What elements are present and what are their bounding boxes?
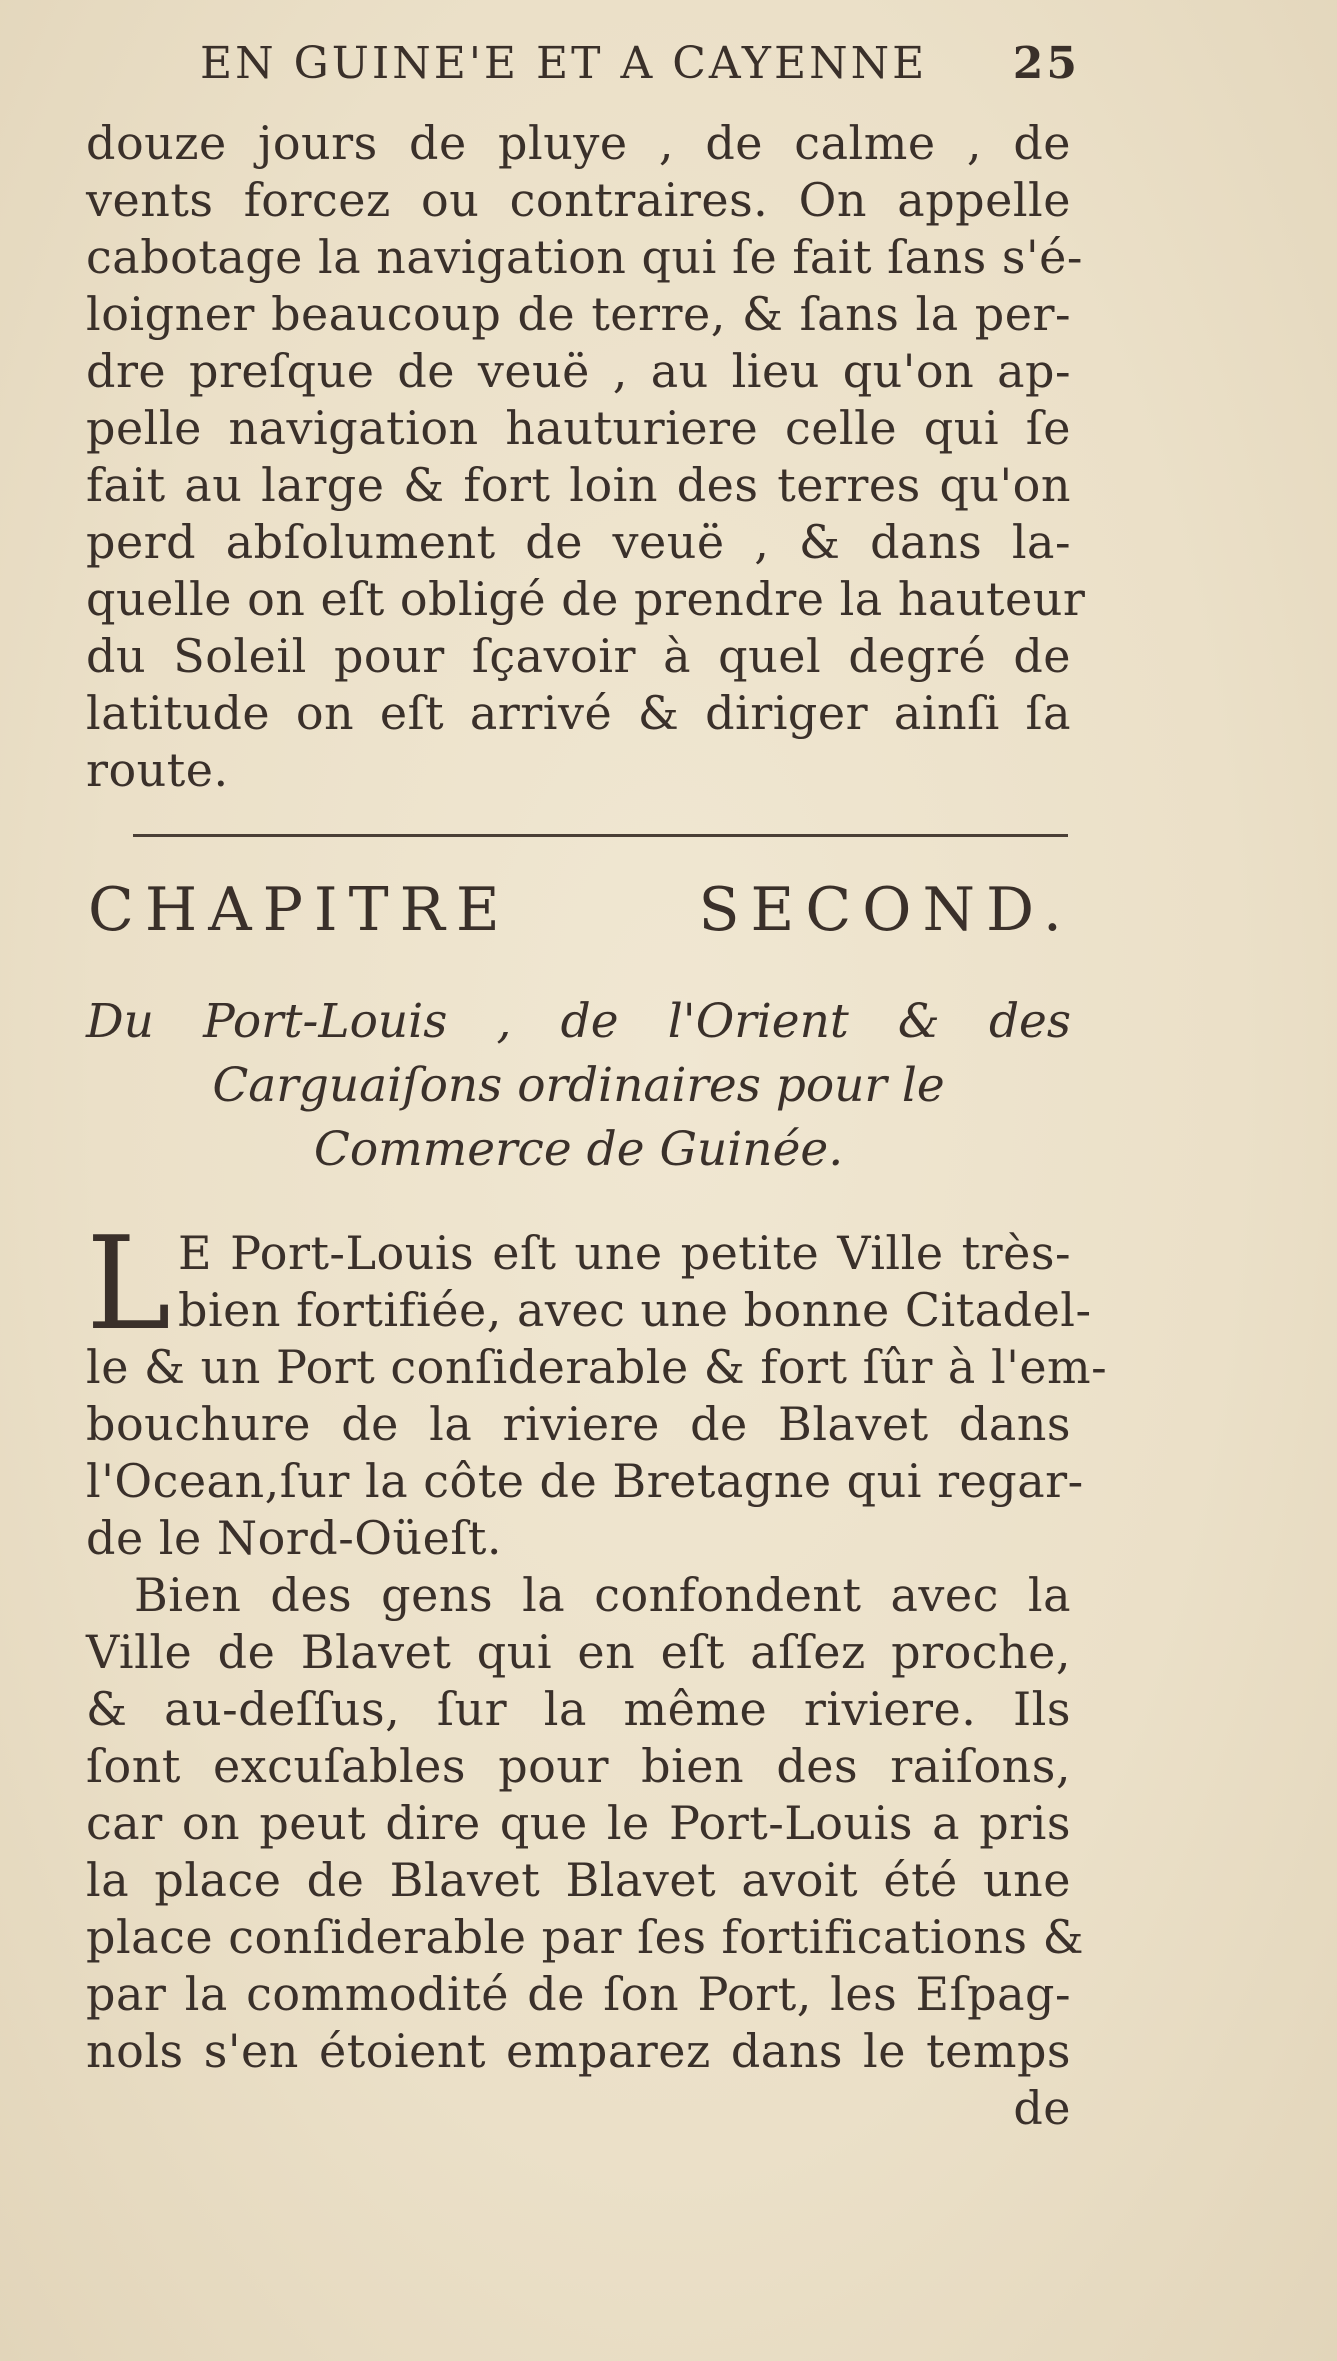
- text-line: la place de Blavet Blavet avoit été une: [86, 1853, 1071, 1907]
- text-line: Ville de Blavet qui en eſt aſſez proche,: [86, 1625, 1071, 1679]
- paragraph-3: [86, 1567, 1085, 2137]
- subtitle-line: Carguaiſons ordinaires pour le: [212, 1058, 945, 1113]
- text-line: de le Nord-Oüeſt.: [86, 1511, 502, 1565]
- chapter-subtitle: [86, 990, 1071, 1182]
- text-line: bouchure de la riviere de Blavet dans: [86, 1397, 1071, 1451]
- page-number: 25: [1012, 38, 1080, 89]
- text-line: loigner beaucoup de terre, & ſans la per-: [86, 287, 1071, 341]
- catchword: de: [1013, 2081, 1071, 2135]
- text-line: bien fortifiée, avec une bonne Citadel-: [178, 1283, 1092, 1337]
- text-line: route.: [86, 743, 229, 797]
- text-line: pelle navigation hauturiere celle qui ſe: [86, 401, 1071, 455]
- text-line: place conſiderable par ſes fortifications &: [86, 1910, 1085, 1964]
- subtitle-line: Commerce de Guinée.: [313, 1122, 844, 1177]
- text-line: latitude on eſt arrivé & diriger ainſi ſa: [86, 686, 1071, 740]
- text-line: ſont excuſables pour bien des raiſons,: [86, 1739, 1071, 1793]
- text-line: E Port-Louis eſt une petite Ville très-: [178, 1226, 1071, 1280]
- text-line: nols s'en étoient emparez dans le temps: [86, 2024, 1071, 2078]
- text-line: car on peut dire que le Port-Louis a pris: [86, 1796, 1071, 1850]
- chapter-divider-rule: [133, 834, 1068, 837]
- text-line: vents forcez ou contraires. On appelle: [86, 173, 1071, 227]
- text-line: Bien des gens la confondent avec la: [134, 1568, 1071, 1622]
- drop-cap: L: [86, 1210, 171, 1359]
- text-line: douze jours de pluye , de calme , de: [86, 116, 1071, 170]
- text-line: du Soleil pour ſçavoir à quel degré de: [86, 629, 1071, 683]
- text-line: par la commodité de ſon Port, les Eſpag-: [86, 1967, 1071, 2021]
- text-line: & au-deſſus, ſur la même riviere. Ils: [86, 1682, 1071, 1736]
- paragraph-1: [86, 115, 1086, 799]
- text-line: fait au large & fort loin des terres qu'on: [86, 458, 1071, 512]
- text-line: le & un Port conſiderable & fort ſûr à l'em-: [86, 1340, 1108, 1394]
- subtitle-line: Du Port-Louis , de l'Orient & des: [86, 994, 1071, 1049]
- text-line: perd abſolument de veuë , & dans la-: [86, 515, 1071, 569]
- chapter-heading: CHAPITRE SECOND.: [88, 875, 1073, 945]
- text-line: cabotage la navigation qui ſe fait ſans s'é-: [86, 230, 1083, 284]
- running-header: [200, 38, 1080, 98]
- paragraph-2: [86, 1210, 1108, 1567]
- text-line: dre preſque de veuë , au lieu qu'on ap-: [86, 344, 1071, 398]
- running-title: EN GUINE'E ET A CAYENNE: [200, 38, 928, 89]
- text-line: l'Ocean,ſur la côte de Bretagne qui regar-: [86, 1454, 1084, 1508]
- text-line: quelle on eſt obligé de prendre la hauteur: [86, 572, 1086, 626]
